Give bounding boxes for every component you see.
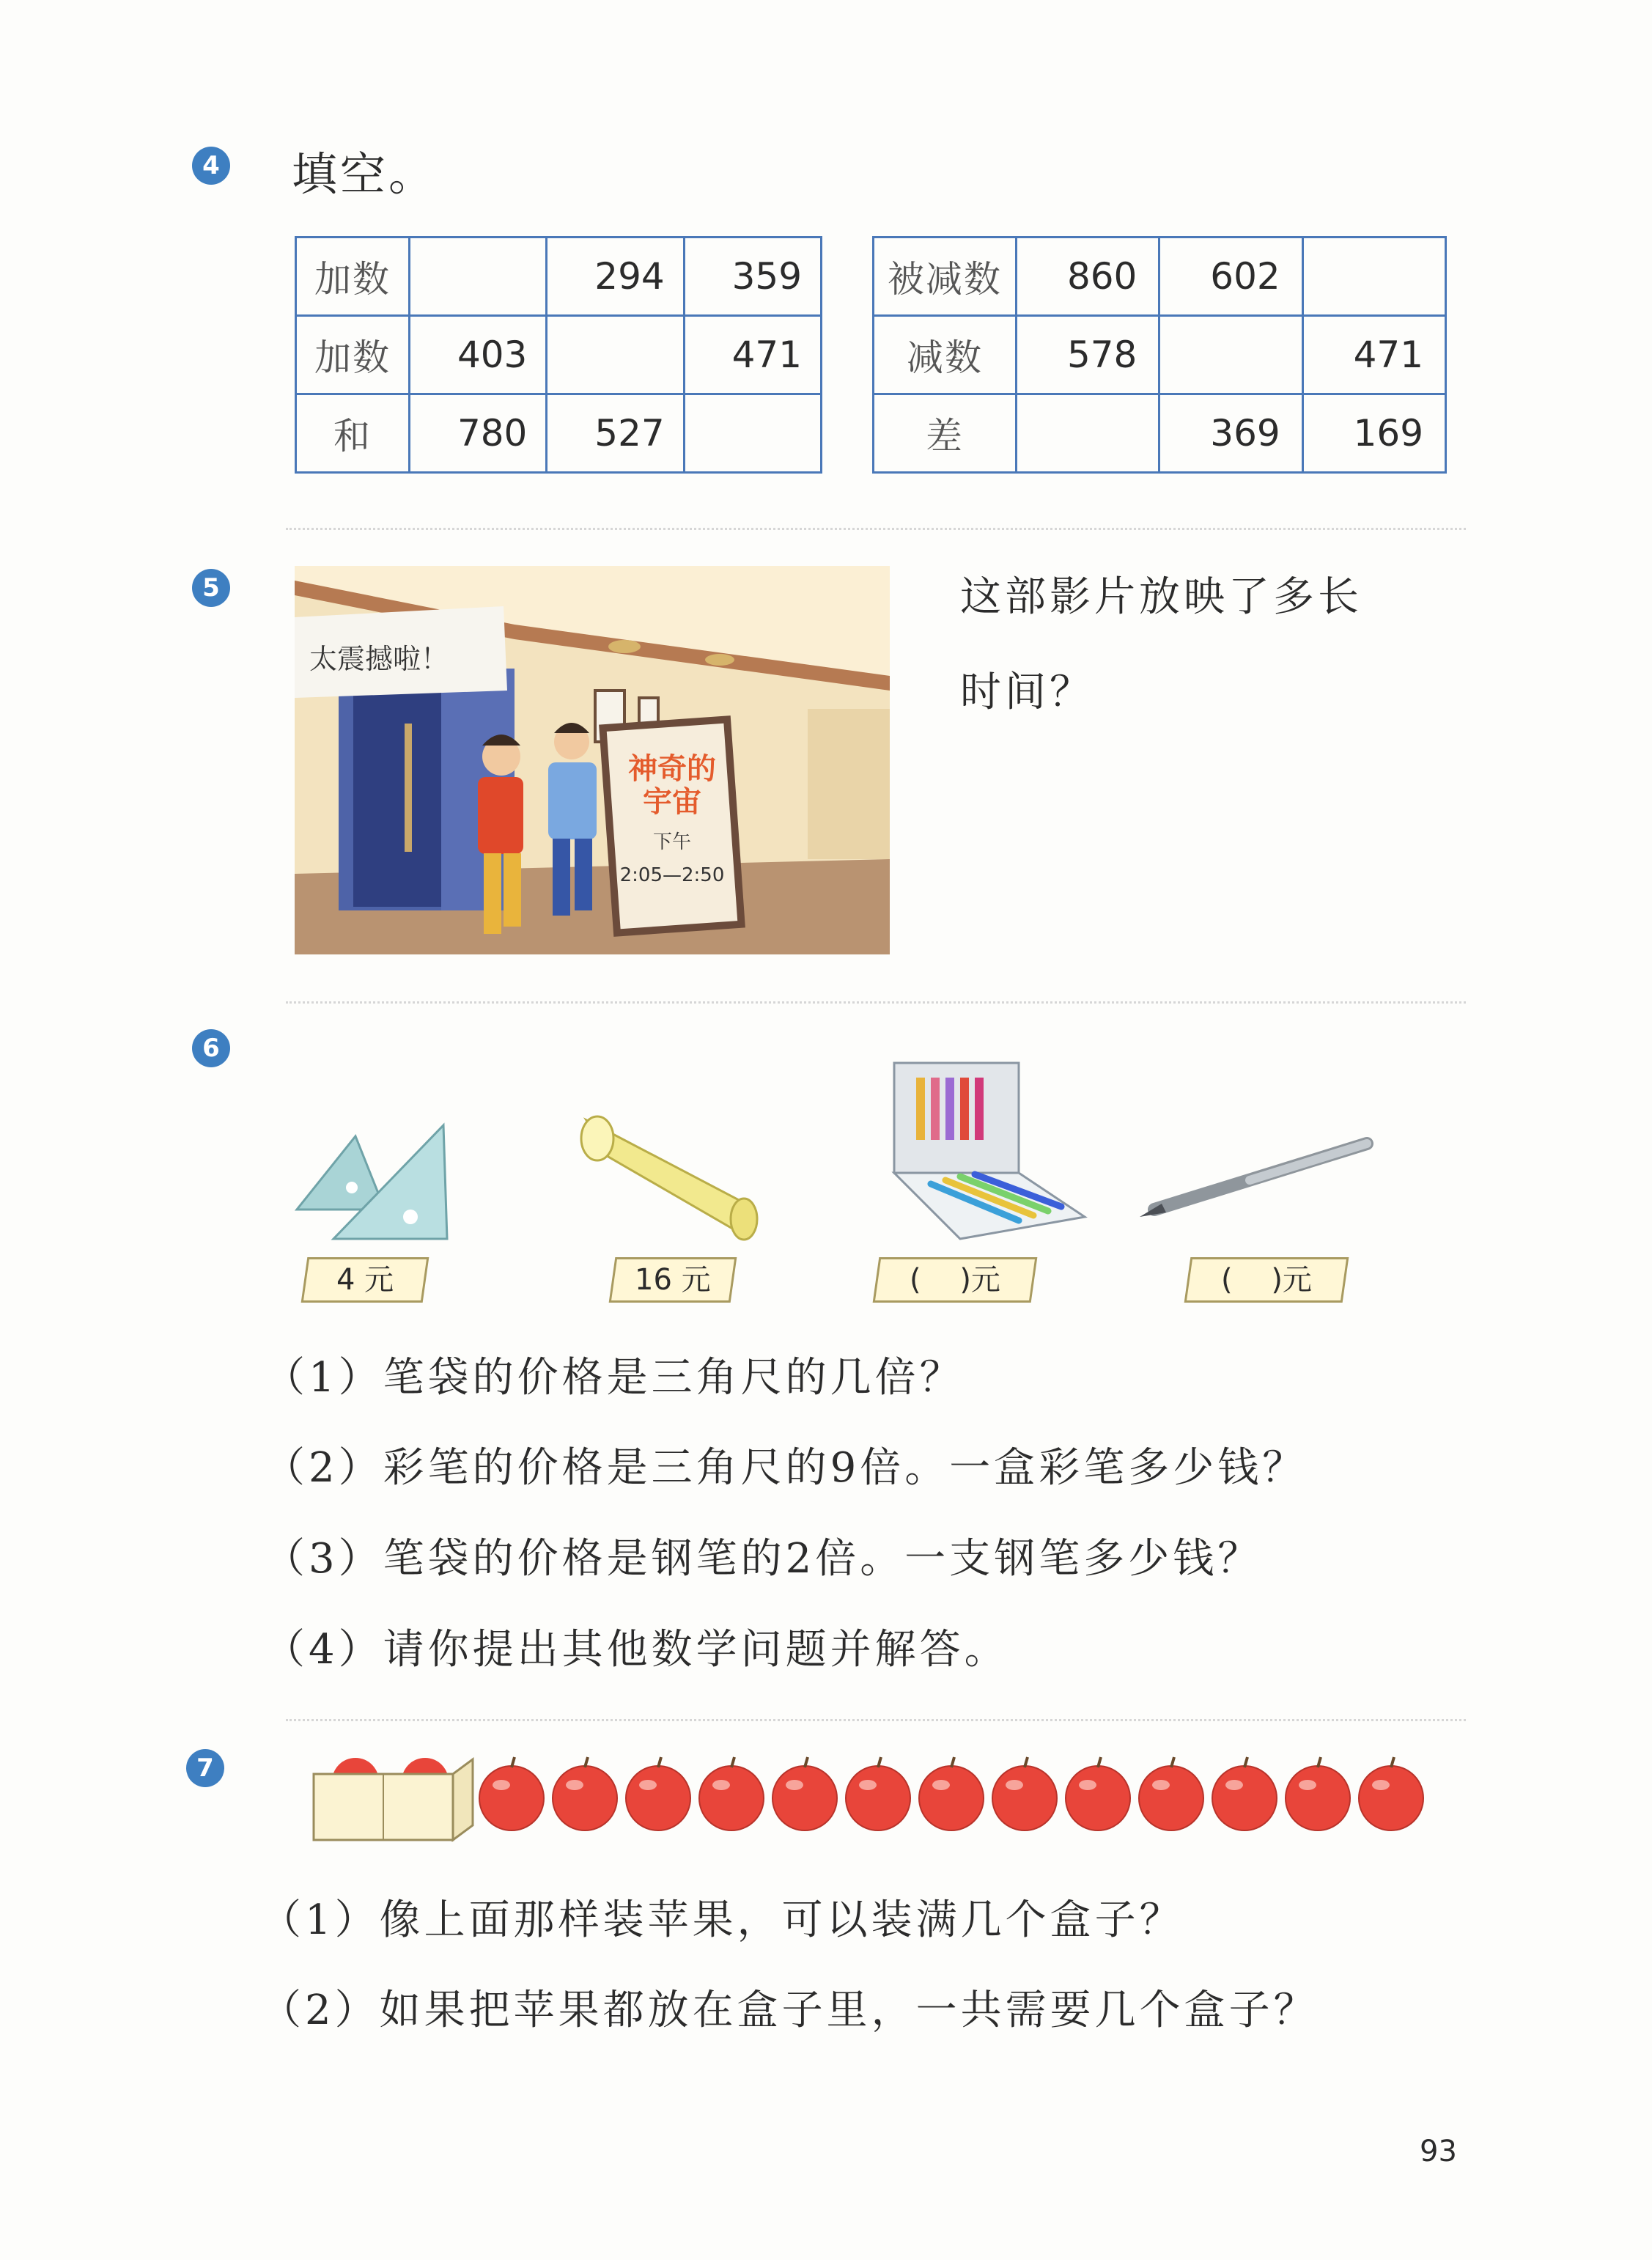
apple-icon <box>479 1757 544 1830</box>
price-tag-color-pens: ( )元 <box>873 1257 1038 1303</box>
table-cell: 169 <box>1302 394 1445 473</box>
q7-question-2: （2）如果把苹果都放在盒子里，一共需要几个盒子？ <box>260 1987 1319 2034</box>
table-row <box>874 316 1446 394</box>
poster-title-2: 宇宙 <box>643 785 701 819</box>
apple-icon <box>1066 1757 1130 1830</box>
apple-icon <box>626 1757 690 1830</box>
table-row <box>296 238 822 316</box>
table-cell <box>1159 316 1302 394</box>
price-tag-fountain-pen: ( )元 <box>1184 1257 1349 1303</box>
apple-box-icon <box>308 1752 476 1847</box>
table-row-label: 减数 <box>874 316 1017 394</box>
q7-question-1: （1）像上面那样装苹果，可以装满几个盒子？ <box>260 1896 1184 1944</box>
table-row <box>296 316 822 394</box>
poster-time: 2:05—2:50 <box>619 864 725 886</box>
apple-icon <box>1212 1757 1277 1830</box>
speech-bubble: 太震撼啦！ <box>309 643 449 675</box>
table-cell: 602 <box>1159 238 1302 316</box>
divider <box>286 528 1466 530</box>
table-cell: 403 <box>410 316 547 394</box>
table-cell: 294 <box>547 238 684 316</box>
divider <box>286 1001 1466 1004</box>
q5-question-line1: 这部影片放映了多长 <box>960 573 1362 621</box>
table-cell <box>1017 394 1159 473</box>
table-row <box>296 394 822 473</box>
q5-question-line2: 时间？ <box>960 669 1094 716</box>
apple-icon <box>919 1757 984 1830</box>
table-row-label: 加数 <box>296 238 410 316</box>
table-row-label: 加数 <box>296 316 410 394</box>
table-cell: 471 <box>1302 316 1445 394</box>
divider <box>286 1719 1466 1721</box>
table-cell: 527 <box>547 394 684 473</box>
table-cell: 369 <box>1159 394 1302 473</box>
subtraction-table <box>872 236 1447 474</box>
table-row <box>874 238 1446 316</box>
cinema-illustration <box>295 566 890 954</box>
fountain-pen-icon <box>1140 1122 1382 1224</box>
table-cell <box>410 238 547 316</box>
apple-icon <box>1286 1757 1350 1830</box>
apple-icon <box>553 1757 617 1830</box>
table-cell: 471 <box>684 316 821 394</box>
apple-icon <box>1359 1757 1423 1830</box>
table-cell: 359 <box>684 238 821 316</box>
apple-icon <box>846 1757 910 1830</box>
apple-icon <box>992 1757 1057 1830</box>
pencil-case-icon <box>564 1105 770 1252</box>
q6-question-2: （2）彩笔的价格是三角尺的9倍。一盒彩笔多少钱？ <box>264 1444 1308 1492</box>
table-row-label: 差 <box>874 394 1017 473</box>
q6-question-1: （1）笔袋的价格是三角尺的几倍？ <box>264 1354 965 1402</box>
table-row <box>874 394 1446 473</box>
apple-row <box>476 1756 1429 1836</box>
table-row-label: 和 <box>296 394 410 473</box>
addition-table <box>295 236 822 474</box>
table-row-label: 被减数 <box>874 238 1017 316</box>
table-cell <box>684 394 821 473</box>
table-cell <box>547 316 684 394</box>
table-cell <box>1302 238 1445 316</box>
question-number-badge: 6 <box>192 1029 230 1067</box>
poster-sub: 下午 <box>652 831 692 853</box>
question-number-badge: 5 <box>192 569 230 607</box>
apple-icon <box>1139 1757 1203 1830</box>
apple-icon <box>699 1757 764 1830</box>
triangle-ruler-icon <box>290 1114 458 1246</box>
price-tag-pencil-case: 16 元 <box>609 1257 737 1303</box>
table-cell: 780 <box>410 394 547 473</box>
page-number: 93 <box>1420 2135 1457 2168</box>
q6-question-4: （4）请你提出其他数学问题并解答。 <box>264 1626 1009 1674</box>
q6-question-3: （3）笔袋的价格是钢笔的2倍。一支钢笔多少钱？ <box>264 1535 1263 1583</box>
question-number-badge: 4 <box>192 147 230 185</box>
color-pens-box-icon <box>880 1056 1092 1246</box>
question-title: 填空。 <box>292 147 438 201</box>
question-number-badge: 7 <box>186 1749 224 1787</box>
price-tag-triangle-ruler: 4 元 <box>301 1257 429 1303</box>
table-cell: 860 <box>1017 238 1159 316</box>
table-cell: 578 <box>1017 316 1159 394</box>
poster-title-1: 神奇的 <box>628 752 716 786</box>
apple-icon <box>772 1757 837 1830</box>
